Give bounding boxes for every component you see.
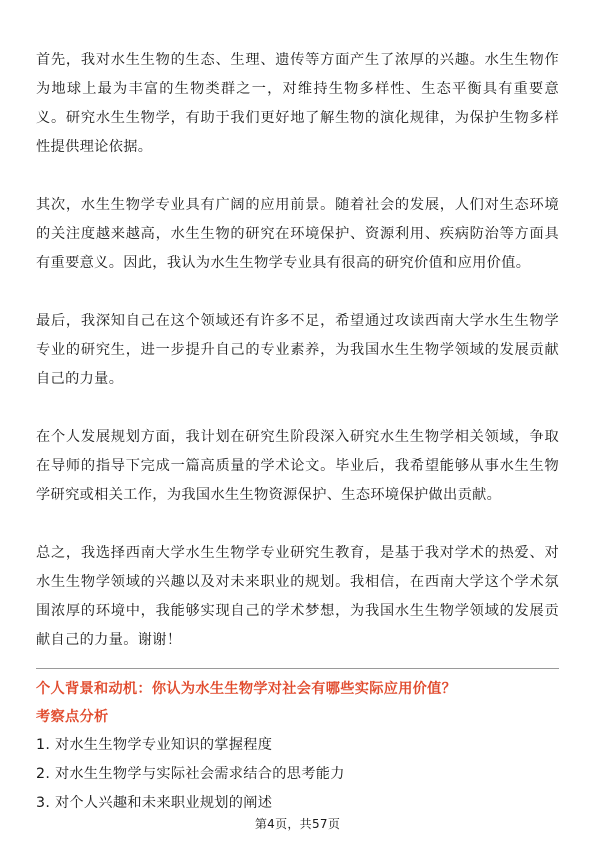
paragraph-interest: 首先，我对水生生物的生态、生理、遗传等方面产生了浓厚的兴趣。水生生物作为地球上最为丰富的生物类群之一，对维持生物多样性、生态平衡具有重要意义。研究水生生物学，有助于我们更好地了解生物的演化规律，为保护生物多样性提供理论依据。 (36, 52, 559, 155)
section-divider (36, 668, 559, 669)
page-number-footer: 第4页，共57页 (254, 817, 341, 831)
paragraph-spacer (36, 278, 559, 307)
paragraph-spacer (36, 510, 559, 539)
analysis-list (36, 731, 559, 818)
paragraph-prospects: 其次，水生生物学专业具有广阔的应用前景。随着社会的发展，人们对生态环境的关注度越来越高，水生生物的研究在环境保护、资源利用、疾病防治等方面具有重要意义。因此，我认为水生生物学专业具有很高的研究价值和应用价值。 (36, 197, 559, 271)
analysis-item: 2. 对水生生物学与实际社会需求结合的思考能力 (36, 766, 345, 782)
paragraph-spacer (36, 394, 559, 423)
analysis-item: 1. 对水生生物学专业知识的掌握程度 (36, 737, 273, 753)
paragraph-shortcomings: 最后，我深知自己在这个领域还有许多不足，希望通过攻读西南大学水生生物学专业的研究生，进一步提升自己的专业素养，为我国水生生物学领域的发展贡献自己的力量。 (36, 313, 559, 387)
paragraph-development-plan: 在个人发展规划方面，我计划在研究生阶段深入研究水生生物学相关领域，争取在导师的指导下完成一篇高质量的学术论文。毕业后，我希望能够从事水生生物学研究或相关工作，为我国水生生物资源保护、生态环境保护做出贡献。 (36, 429, 559, 503)
document-page (36, 46, 559, 818)
analysis-heading: 考察点分析 (36, 709, 109, 725)
paragraph-spacer (36, 162, 559, 191)
paragraph-conclusion: 总之，我选择西南大学水生生物学专业研究生教育，是基于我对学术的热爱、对水生生物学领域的兴趣以及对未来职业的规划。我相信，在西南大学这个学术氛围浓厚的环境中，我能够实现自己的学术梦想，为我国水生生物学领域的发展贡献自己的力量。谢谢！ (36, 545, 559, 648)
interview-question: 个人背景和动机：你认为水生生物学对社会有哪些实际应用价值？ (36, 681, 457, 697)
analysis-item: 3. 对个人兴趣和未来职业规划的阐述 (36, 795, 273, 811)
